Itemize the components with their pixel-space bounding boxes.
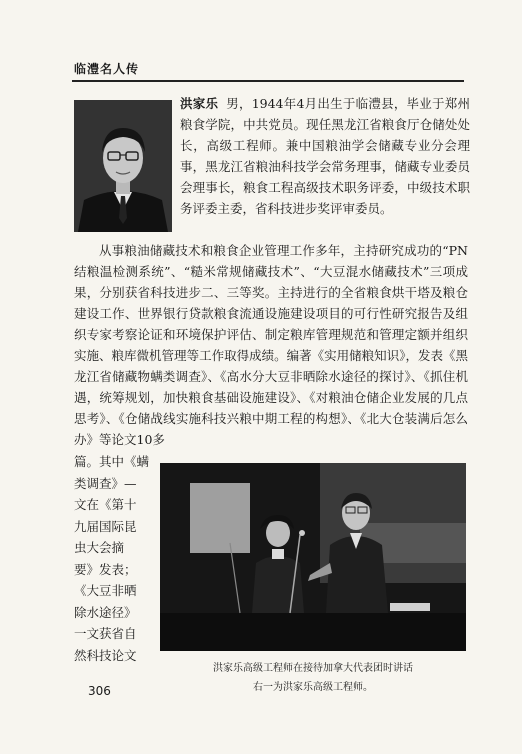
header-rule bbox=[72, 80, 464, 82]
side-text-line: 类调查》— bbox=[74, 475, 137, 491]
body-paragraph: 从事粮油储藏技术和粮食企业管理工作多年，主持研究成功的“PN结粮温检测系统”、“糙米常规储藏技术”、“大豆混水储藏技术”三项成果，分别获省科技进步二、三等奖。主持进行的全省粮食烘干塔及粮仓建设工作、世界银行贷款粮食流通设施建设项目的可行性研究报告及组织专家考察论证和环境保护评估、制定粮库管理规范和管理定额并组织实施、粮库微机管理等工作取得成绩。编著《实用储粮知识》，发表《黑龙江省储藏物螨类调查》、《高水分大豆非晒除水途径的探讨》、《抓住机遇，统筹规划，加快粮食基础设施建设》、《对粮油仓储企业发展的几点思考》、《仓储战线实施科技兴粮中期工程的构想》、《北大仓装满后怎么办》等论文10多 bbox=[74, 243, 468, 447]
bio-block bbox=[180, 93, 470, 219]
portrait-photo bbox=[74, 100, 172, 232]
page-number: 306 bbox=[88, 684, 111, 698]
side-text-line: 九届国际昆 bbox=[74, 518, 137, 534]
side-text-line: 虫大会摘 bbox=[74, 540, 125, 555]
side-text-line: 文在《第十 bbox=[74, 497, 137, 512]
side-text-line: 一文获省自 bbox=[74, 626, 137, 641]
side-text-line: 除水途径》 bbox=[74, 604, 137, 620]
event-photo bbox=[160, 463, 466, 651]
photo-caption-line-2: 右一为洪家乐高级工程师。 bbox=[253, 682, 373, 693]
photo-caption-line-1: 洪家乐高级工程师在接待加拿大代表团时讲话 bbox=[213, 663, 413, 674]
running-header: 临澧名人传 bbox=[74, 62, 140, 76]
side-text-line: 要》发表； bbox=[74, 561, 137, 577]
side-text-line: 《大豆非晒 bbox=[74, 583, 137, 598]
side-text-line: 然科技论文 bbox=[74, 647, 137, 663]
person-name: 洪家乐 bbox=[180, 96, 219, 111]
side-text-line: 篇。其中《螨 bbox=[74, 454, 150, 469]
side-text-column bbox=[74, 451, 154, 666]
bio-intro: 男，1944年4月出生于临澧县，毕业于郑州粮食学院，中共党员。现任黑龙江省粮食厅仓储处处长，高级工程师。兼中国粮油学会储藏专业分会理事，黑龙江省粮油科技学会常务理事，储藏专业委员会理事长，粮食工程高级技术职务评委，中级技术职务评委主委，省科技进步奖评审委员。 bbox=[180, 96, 470, 216]
